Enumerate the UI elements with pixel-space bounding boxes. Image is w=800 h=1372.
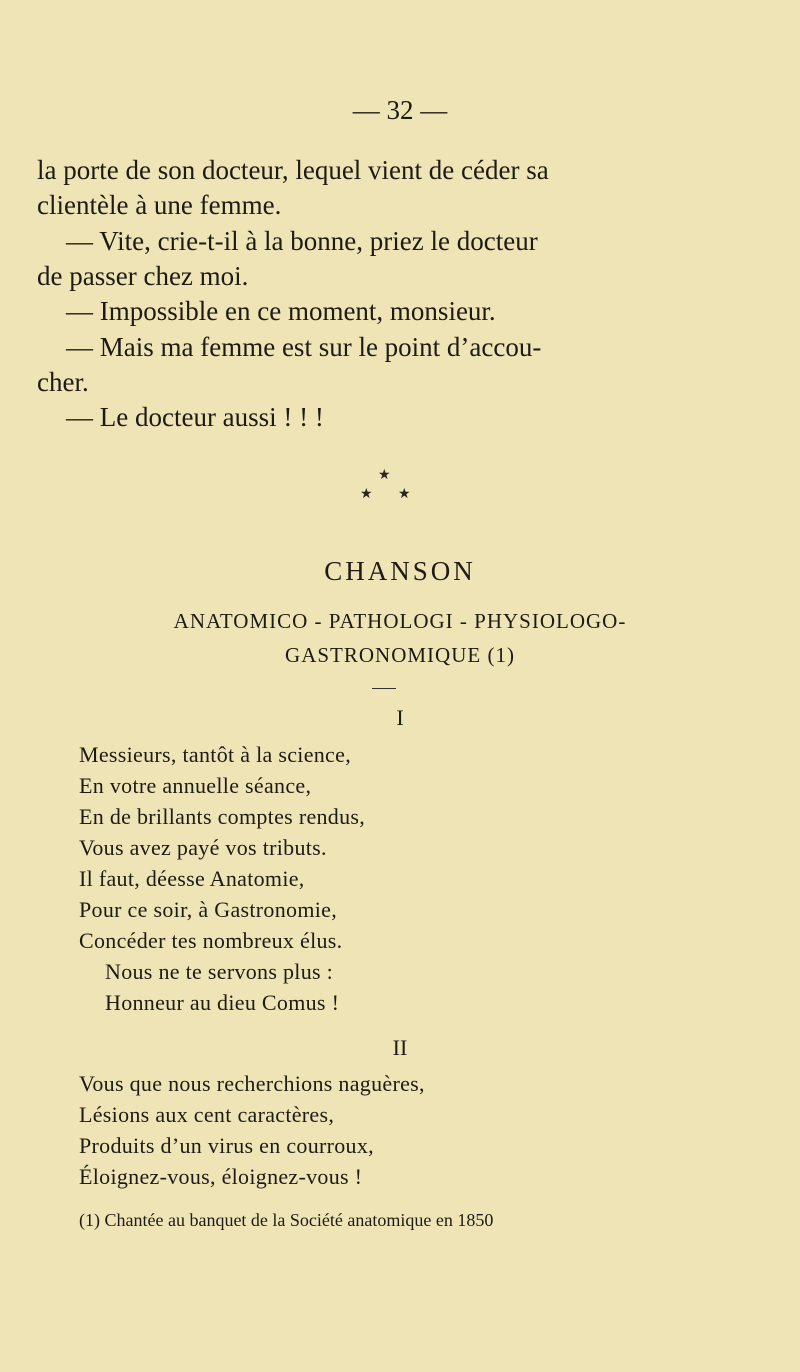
stanza-1-line-3: En de brillants comptes rendus, xyxy=(79,804,366,829)
prose-line-4: de passer chez moi. xyxy=(37,261,249,291)
footnote: (1) Chantée au banquet de la Société anatomique en 1850 xyxy=(79,1210,494,1230)
stanza-1-line-4: Vous avez payé vos tributs. xyxy=(79,835,327,860)
stanza-1-line-5: Il faut, déesse Anatomie, xyxy=(79,866,305,891)
stanza-1-line-6: Pour ce soir, à Gastronomie, xyxy=(79,897,338,922)
stanza-1-line-9: Honneur au dieu Comus ! xyxy=(105,990,340,1015)
stanza-1-line-7: Concéder tes nombreux élus. xyxy=(79,928,343,953)
separator-star-left-icon: ★ xyxy=(360,487,373,502)
prose-line-5: — Impossible en ce moment, monsieur. xyxy=(66,296,496,326)
song-subtitle-line-1: ANATOMICO - PATHOLOGI - PHYSIOLOGO- xyxy=(173,609,627,633)
prose-line-2: clientèle à une femme. xyxy=(37,190,282,220)
stanza-1-numeral: I xyxy=(396,705,404,730)
separator-star-right-icon: ★ xyxy=(398,487,411,502)
stanza-2-line-4: Éloignez-vous, éloignez-vous ! xyxy=(79,1164,363,1189)
song-subtitle-line-2: GASTRONOMIQUE (1) xyxy=(285,643,515,667)
stanza-1-line-1: Messieurs, tantôt à la science, xyxy=(79,742,351,767)
stanza-1-line-8: Nous ne te servons plus : xyxy=(105,959,334,984)
prose-line-6: — Mais ma femme est sur le point d’accou- xyxy=(66,332,542,362)
stanza-2-line-2: Lésions aux cent caractères, xyxy=(79,1102,335,1127)
song-title: CHANSON xyxy=(324,556,476,586)
stanza-2-numeral: II xyxy=(392,1035,408,1060)
stanza-2-line-1: Vous que nous recherchions naguères, xyxy=(79,1071,425,1096)
divider-rule xyxy=(372,688,396,689)
prose-line-7: cher. xyxy=(37,367,89,397)
prose-line-1: la porte de son docteur, lequel vient de céder sa xyxy=(37,155,549,185)
prose-line-8: — Le docteur aussi ! ! ! xyxy=(66,402,324,432)
stanza-2-line-3: Produits d’un virus en courroux, xyxy=(79,1133,374,1158)
separator-star-top-icon: ★ xyxy=(378,468,391,483)
stanza-1-line-2: En votre annuelle séance, xyxy=(79,773,312,798)
page-number: — 32 — xyxy=(352,95,448,125)
prose-line-3: — Vite, crie-t-il à la bonne, priez le docteur xyxy=(66,226,538,256)
